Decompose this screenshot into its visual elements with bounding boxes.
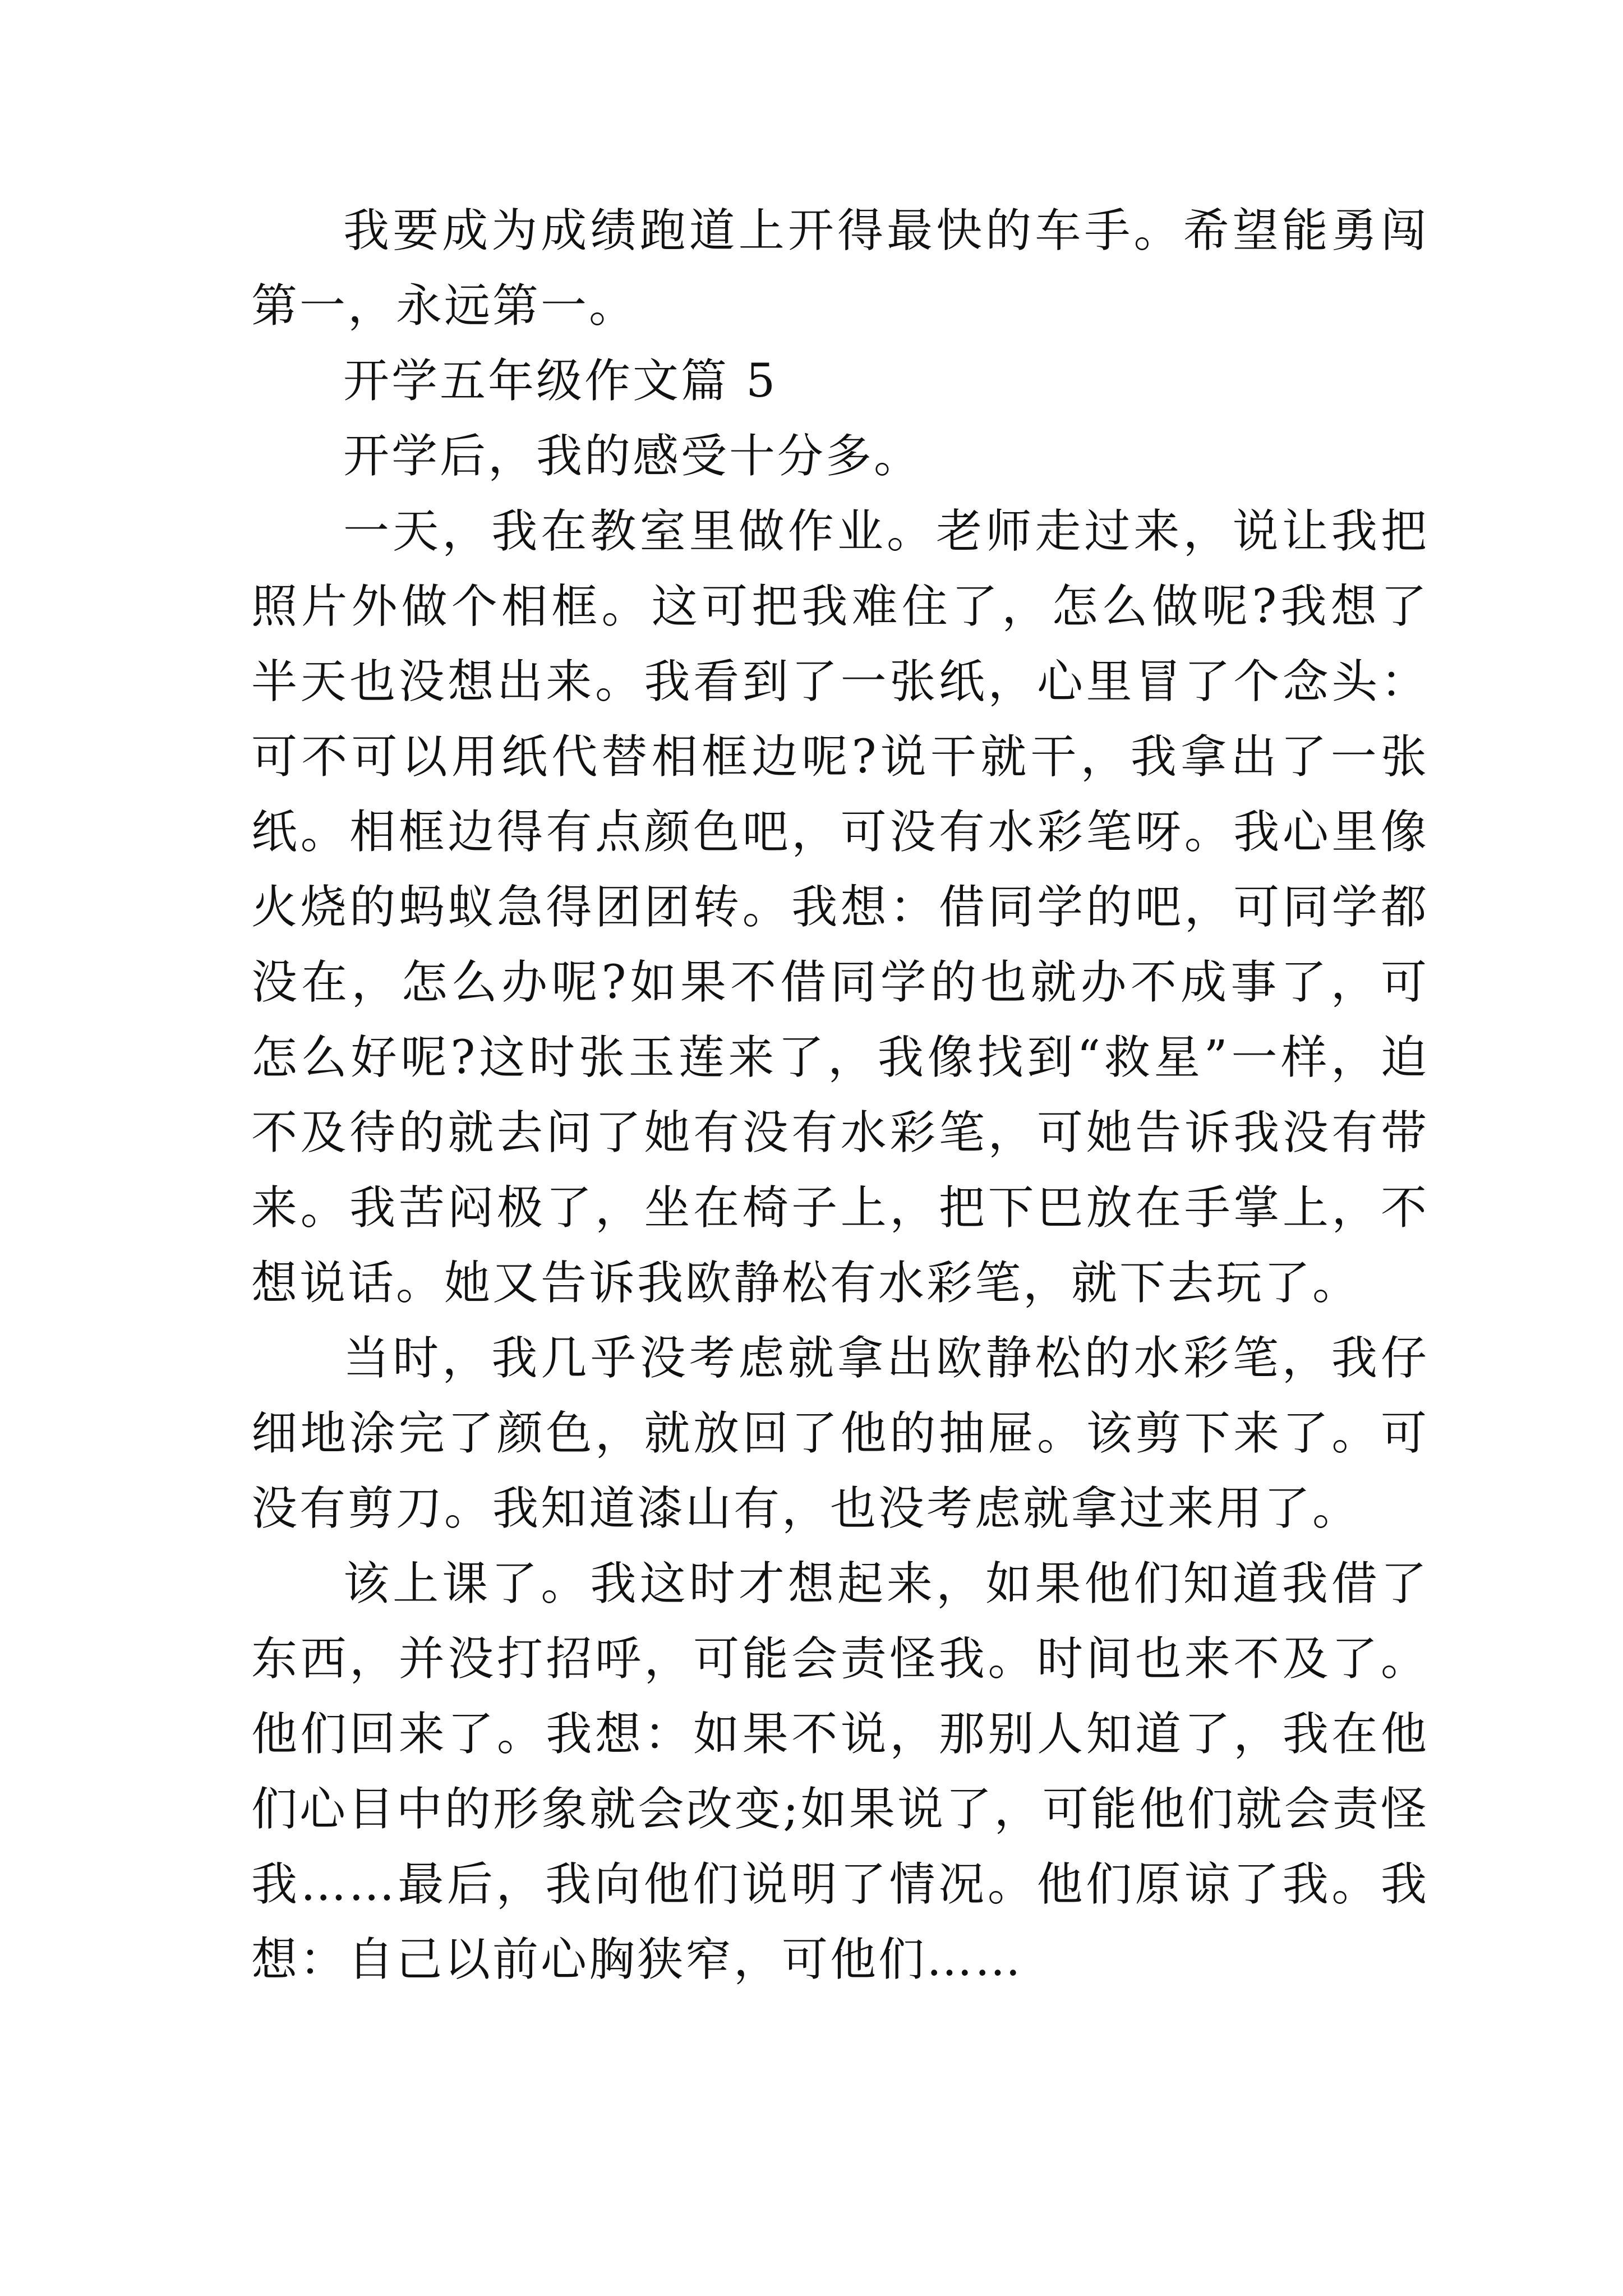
article-title: 开学五年级作文篇 5 — [343, 355, 778, 408]
article-body — [251, 194, 1429, 1998]
paragraph-3: 一天，我在教室里做作业。老师走过来，说让我把照片外做个相框。这可把我难住了，怎么做呢?我想了半天也没想出来。我看到了一张纸，心里冒了个念头：可不可以用纸代替相框边呢?说干就干，我拿出了一张纸。相框边得有点颜色吧，可没有水彩笔呀。我心里像火烧的蚂蚁急得团团转。我想：借同学的吧，可同学都没在，怎么办呢?如果不借同学的也就办不成事了，可怎么好呢?这时张玉莲来了，我像找到“救星”一样，迫不及待的就去问了她有没有水彩笔，可她告诉我没有带来。我苦闷极了，坐在椅子上，把下巴放在手掌上，不想说话。她又告诉我欧静松有水彩笔，就下去玩了。 — [251, 505, 1429, 1310]
paragraph-4: 当时，我几乎没考虑就拿出欧静松的水彩笔，我仔细地涂完了颜色，就放回了他的抽屉。该剪下来了。可没有剪刀。我知道漆山有，也没考虑就拿过来用了。 — [251, 1332, 1429, 1535]
paragraph-1: 我要成为成绩跑道上开得最快的车手。希望能勇闯第一，永远第一。 — [251, 204, 1429, 333]
paragraph-5: 该上课了。我这时才想起来，如果他们知道我借了东西，并没打招呼，可能会责怪我。时间也来不及了。他们回来了。我想：如果不说，那别人知道了，我在他们心目中的形象就会改变;如果说了，可能他们就会责怪我……最后，我向他们说明了情况。他们原谅了我。我想：自己以前心胸狭窄，可他们…… — [251, 1557, 1429, 1986]
paragraph-2: 开学后，我的感受十分多。 — [343, 430, 923, 483]
